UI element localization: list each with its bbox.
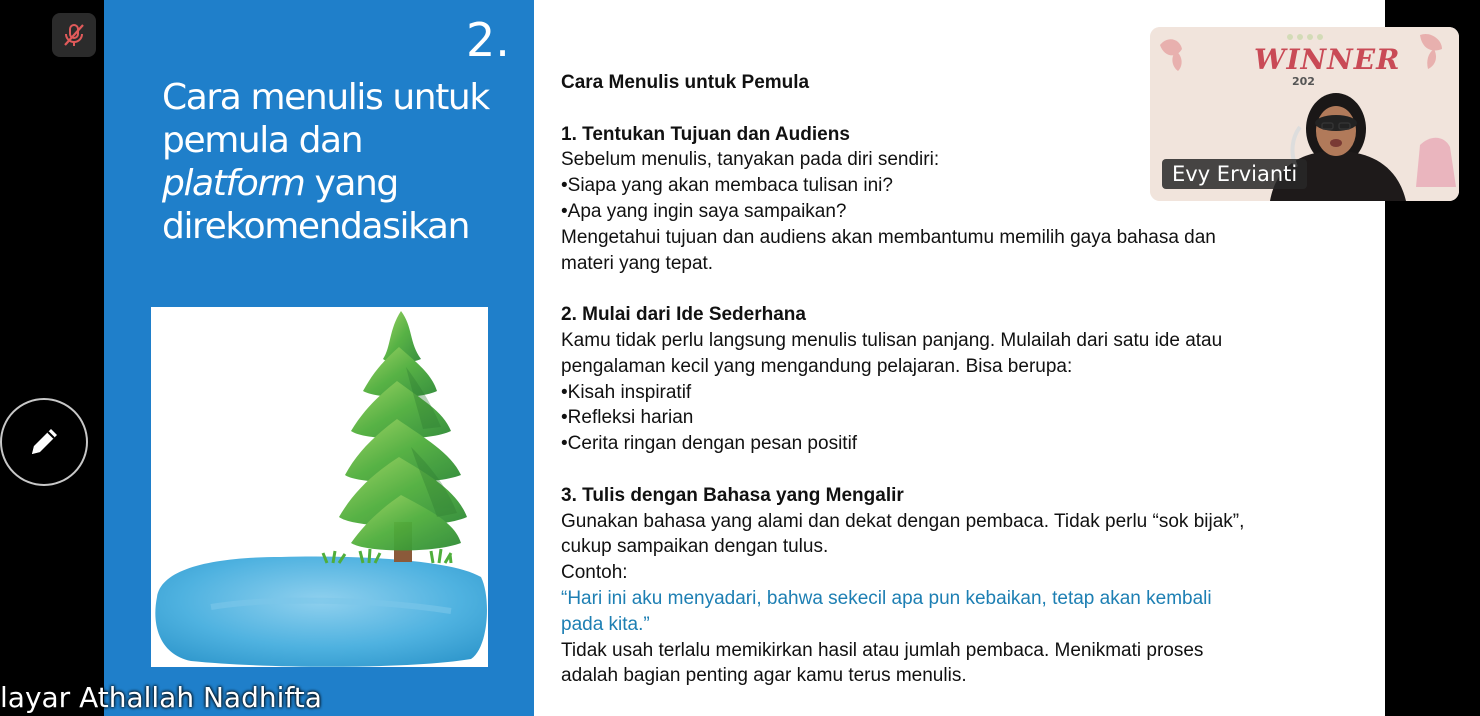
section-heading: 3. Tulis dengan Bahasa yang Mengalir [561,484,904,506]
example-quote-line: “Hari ini aku menyadari, bahwa sekecil apa pun kebaikan, tetap akan kembali [561,587,1212,609]
pencil-icon [24,422,64,462]
section-bullet: •Refleksi harian [561,407,694,429]
slide-title-word: yang [304,163,398,204]
slide-title-italic-word: platform [162,163,305,204]
section-line: Kamu tidak perlu langsung menulis tulisan panjang. Mulailah dari satu ide atau [561,329,1223,351]
section-bullet: •Apa yang ingin saya sampaikan? [561,200,847,222]
section-heading: 1. Tentukan Tujuan dan Audiens [561,123,850,145]
slide-title [162,76,522,248]
section-line: Contoh: [561,562,628,584]
video-background-text: WINNER [1254,43,1401,76]
section-bullet: •Cerita ringan dengan pesan positif [561,433,858,455]
section-line: Sebelum menulis, tanyakan pada diri sendiri: [561,149,940,171]
spacer [561,276,1341,302]
participant-video-tile[interactable] [1150,27,1459,201]
slide-number: 2. [466,13,510,67]
section-heading: 2. Mulai dari Ide Sederhana [561,304,806,326]
slide-title-line: direkomendasikan [162,206,469,247]
section-line: materi yang tepat. [561,252,714,274]
slide-title-line [162,162,522,205]
annotate-button[interactable] [0,398,88,486]
section-line: pengalaman kecil yang mengandung pelajaran. Bisa berupa: [561,355,1073,377]
microphone-muted-icon [61,22,87,48]
section-bullet: •Kisah inspiratif [561,381,692,403]
slide-title-line: Cara menulis untuk [162,77,489,118]
spacer [561,457,1341,483]
example-quote-line: pada kita.” [561,613,650,635]
video-background-year: 202 [1292,75,1315,88]
tree-lake-image [151,307,488,667]
section-line: Tidak usah terlalu memikirkan hasil atau jumlah pembaca. Menikmati proses [561,639,1204,661]
section-line: adalah bagian penting agar kamu terus menulis. [561,665,967,687]
content-main-heading: Cara Menulis untuk Pemula [561,72,810,93]
tree-illustration [151,307,488,667]
screen-share-presenter-label: layar Athallah Nadhifta [0,681,322,714]
section-line: Mengetahui tujuan dan audiens akan membantumu memilih gaya bahasa dan [561,226,1216,248]
section-bullet: •Siapa yang akan membaca tulisan ini? [561,175,893,197]
slide-title-line: pemula dan [162,120,363,161]
participant-name-tag: Evy Ervianti [1162,159,1307,189]
section-line: Gunakan bahasa yang alami dan dekat dengan pembaca. Tidak perlu “sok bijak”, [561,510,1245,532]
section-line: cukup sampaikan dengan tulus. [561,536,829,558]
mute-button[interactable] [52,13,96,57]
